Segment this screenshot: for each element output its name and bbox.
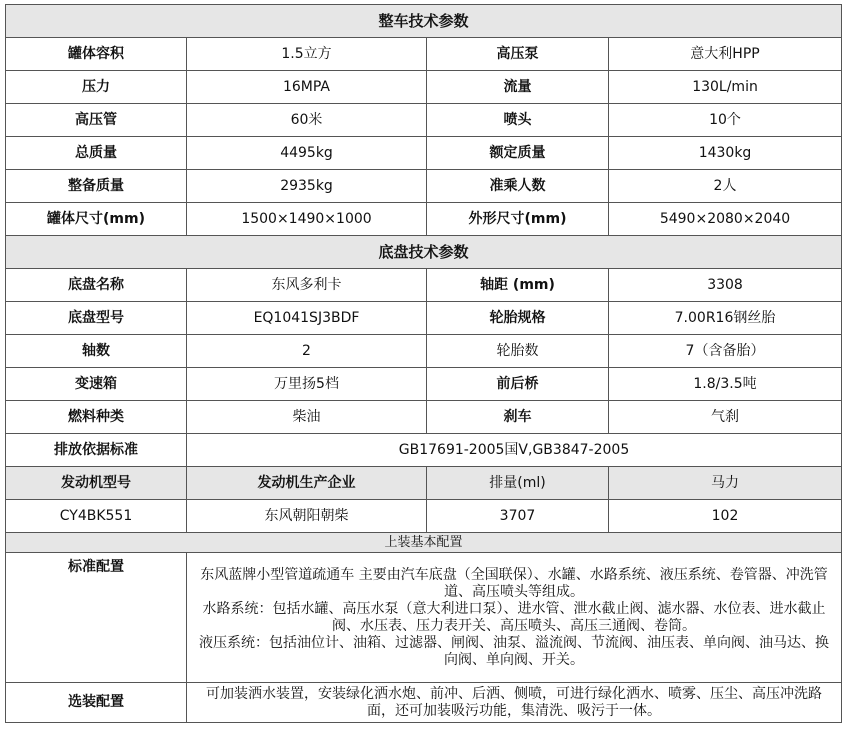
param-value: 2人 — [609, 170, 842, 203]
param-value: 2 — [187, 335, 427, 368]
param-label: 燃料种类 — [6, 401, 187, 434]
param-label: 高压管 — [6, 104, 187, 137]
standard-line: 东风蓝牌小型管道疏通车 主要由汽车底盘（全国联保）、水罐、水路系统、液压系统、卷管器、冲洗管道、高压喷头等组成。 — [200, 566, 828, 600]
param-label: 喷头 — [427, 104, 609, 137]
param-value: 130L/min — [609, 71, 842, 104]
standard-config-label: 标准配置 — [6, 553, 187, 683]
table-row — [6, 302, 842, 335]
standard-line: 液压系统：包括油位计、油箱、过滤器、闸阀、油泵、溢流阀、节流阀、油压表、单向阀、油马达、换向阀、单向阀、开关。 — [199, 634, 829, 668]
param-value: 意大利HPP — [609, 38, 842, 71]
param-label: 整备质量 — [6, 170, 187, 203]
param-value: 4495kg — [187, 137, 427, 170]
table-row — [6, 170, 842, 203]
section-title-vehicle: 整车技术参数 — [6, 5, 842, 38]
param-label: 轮胎规格 — [427, 302, 609, 335]
table-row — [6, 401, 842, 434]
param-label: 压力 — [6, 71, 187, 104]
param-value: 2935kg — [187, 170, 427, 203]
table-row — [6, 38, 842, 71]
param-label: 轮胎数 — [427, 335, 609, 368]
param-value: 1430kg — [609, 137, 842, 170]
spec-table — [5, 4, 842, 723]
section-title-upper: 上装基本配置 — [6, 533, 842, 553]
section-title-chassis: 底盘技术参数 — [6, 236, 842, 269]
param-value: 万里扬5档 — [187, 368, 427, 401]
table-row — [6, 104, 842, 137]
param-label: 额定质量 — [427, 137, 609, 170]
table-row — [6, 335, 842, 368]
param-value: 柴油 — [187, 401, 427, 434]
param-label: 底盘型号 — [6, 302, 187, 335]
engine-value-row — [6, 500, 842, 533]
engine-header: 发动机型号 — [6, 467, 187, 500]
param-label: 轴数 — [6, 335, 187, 368]
param-label: 底盘名称 — [6, 269, 187, 302]
engine-value: 102 — [609, 500, 842, 533]
table-row — [6, 137, 842, 170]
param-label: 变速箱 — [6, 368, 187, 401]
param-value: 60米 — [187, 104, 427, 137]
param-label: 前后桥 — [427, 368, 609, 401]
optional-config-row — [6, 683, 842, 723]
param-value: 东风多利卡 — [187, 269, 427, 302]
param-value: 1500×1490×1000 — [187, 203, 427, 236]
engine-value: 3707 — [427, 500, 609, 533]
param-label: 轴距 (mm) — [427, 269, 609, 302]
param-value: 气刹 — [609, 401, 842, 434]
param-label: 总质量 — [6, 137, 187, 170]
param-value: 3308 — [609, 269, 842, 302]
param-value: 1.5立方 — [187, 38, 427, 71]
optional-config-label: 选装配置 — [6, 683, 187, 723]
param-label: 刹车 — [427, 401, 609, 434]
engine-value: 东风朝阳朝柴 — [187, 500, 427, 533]
table-row — [6, 203, 842, 236]
param-label: 高压泵 — [427, 38, 609, 71]
param-label: 准乘人数 — [427, 170, 609, 203]
param-label: 流量 — [427, 71, 609, 104]
table-row — [6, 71, 842, 104]
param-value: 7.00R16钢丝胎 — [609, 302, 842, 335]
param-label: 罐体尺寸(mm) — [6, 203, 187, 236]
param-label: 外形尺寸(mm) — [427, 203, 609, 236]
standard-config-row — [6, 553, 842, 683]
param-value: EQ1041SJ3BDF — [187, 302, 427, 335]
standard-config-text — [187, 553, 842, 683]
engine-header: 马力 — [609, 467, 842, 500]
optional-config-text: 可加装洒水装置，安装绿化洒水炮、前冲、后洒、侧喷，可进行绿化洒水、喷雾、压尘、高压冲洗路面，还可加装吸污功能，集清洗、吸污于一体。 — [187, 683, 842, 723]
table-row — [6, 269, 842, 302]
param-value: 10个 — [609, 104, 842, 137]
engine-value: CY4BK551 — [6, 500, 187, 533]
param-value: 5490×2080×2040 — [609, 203, 842, 236]
param-label: 排放依据标准 — [6, 434, 187, 467]
engine-header: 发动机生产企业 — [187, 467, 427, 500]
param-value: 16MPA — [187, 71, 427, 104]
table-row — [6, 368, 842, 401]
standard-line: 水路系统：包括水罐、高压水泵（意大利进口泵）、进水管、泄水截止阀、滤水器、水位表、进水截止阀、水压表、压力表开关、高压喷头、高压三通阀、卷筒。 — [202, 600, 826, 634]
emission-row — [6, 434, 842, 467]
param-value: 7（含备胎） — [609, 335, 842, 368]
section-header-vehicle — [6, 5, 842, 38]
engine-header-row — [6, 467, 842, 500]
param-value: GB17691-2005国Ⅴ,GB3847-2005 — [187, 434, 842, 467]
section-header-chassis — [6, 236, 842, 269]
section-header-upper — [6, 533, 842, 553]
engine-header: 排量(ml) — [427, 467, 609, 500]
param-label: 罐体容积 — [6, 38, 187, 71]
param-value: 1.8/3.5吨 — [609, 368, 842, 401]
